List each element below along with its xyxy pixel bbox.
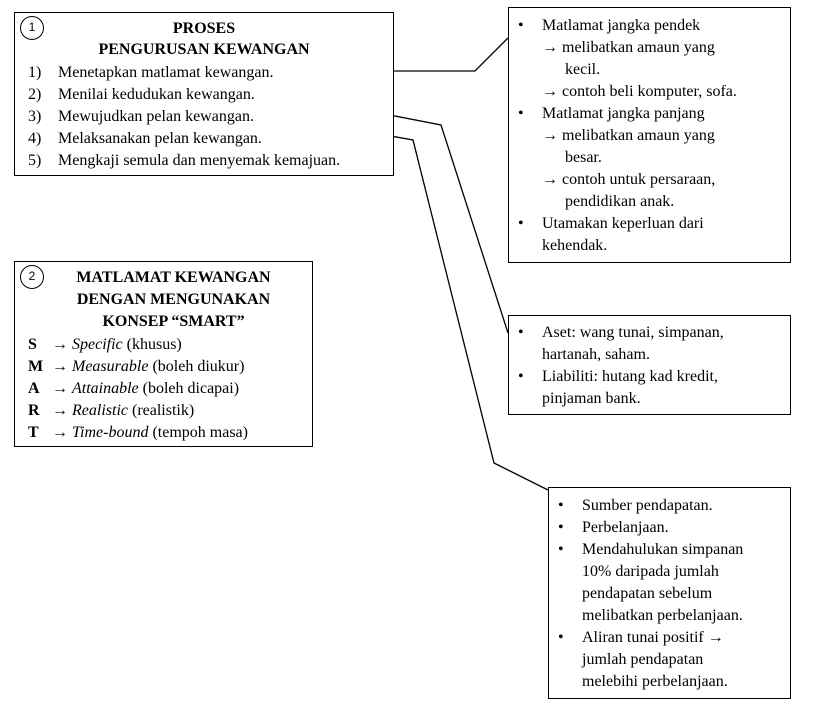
plan-savings-first: • Mendahulukan simpanan 10% daripada jumlah pendapatan sebelum melibatkan perbelanjaan. <box>549 539 790 627</box>
process-step-4: 4) Melaksanakan pelan kewangan. <box>28 130 262 147</box>
process-title-line2: PENGURUSAN KEWANGAN <box>98 41 310 58</box>
plan-expenses: • Perbelanjaan. <box>549 517 790 539</box>
goals-long-term: • Matlamat jangka panjang → melibatkan amaun yang besar. → contoh untuk persaraan, pendidikan anak. <box>509 103 790 213</box>
smart-row-m: M → Measurable (boleh diukur) <box>28 358 245 375</box>
smart-title-line2: DENGAN MENGUNAKAN <box>76 291 271 308</box>
process-step-5: 5) Mengkaji semula dan menyemak kemajuan. <box>28 152 341 169</box>
smart-row-t: T → Time-bound (tempoh masa) <box>28 424 248 441</box>
smart-box <box>14 261 313 447</box>
process-box <box>14 12 394 176</box>
goals-priority: • Utamakan keperluan dari kehendak. <box>509 213 790 257</box>
goals-short-term: • Matlamat jangka pendek → melibatkan amaun yang kecil. → contoh beli komputer, sofa. <box>509 15 790 103</box>
smart-row-r: R → Realistic (realistik) <box>28 402 195 419</box>
badge-1: 1 <box>20 16 44 40</box>
process-title-line1: PROSES <box>172 20 236 37</box>
smart-row-s: S → Specific (khusus) <box>28 336 182 353</box>
plan-box <box>548 487 791 699</box>
position-box <box>508 315 791 415</box>
process-step-1: 1) Menetapkan matlamat kewangan. <box>28 64 274 81</box>
goals-box <box>508 7 791 263</box>
plan-income-source: • Sumber pendapatan. <box>549 495 790 517</box>
position-assets: • Aset: wang tunai, simpanan, hartanah, saham. <box>509 322 790 366</box>
smart-title-line3: KONSEP “SMART” <box>102 313 245 330</box>
plan-positive-cashflow: • Aliran tunai positif → jumlah pendapatan melebihi perbelanjaan. <box>549 627 790 693</box>
process-step-2: 2) Menilai kedudukan kewangan. <box>28 86 255 103</box>
badge-2: 2 <box>20 265 44 289</box>
smart-row-a: A → Attainable (boleh dicapai) <box>28 380 240 397</box>
smart-title-line1: MATLAMAT KEWANGAN <box>76 269 271 286</box>
process-step-3: 3) Mewujudkan pelan kewangan. <box>28 108 254 125</box>
position-liabilities: • Liabiliti: hutang kad kredit, pinjaman bank. <box>509 366 790 410</box>
